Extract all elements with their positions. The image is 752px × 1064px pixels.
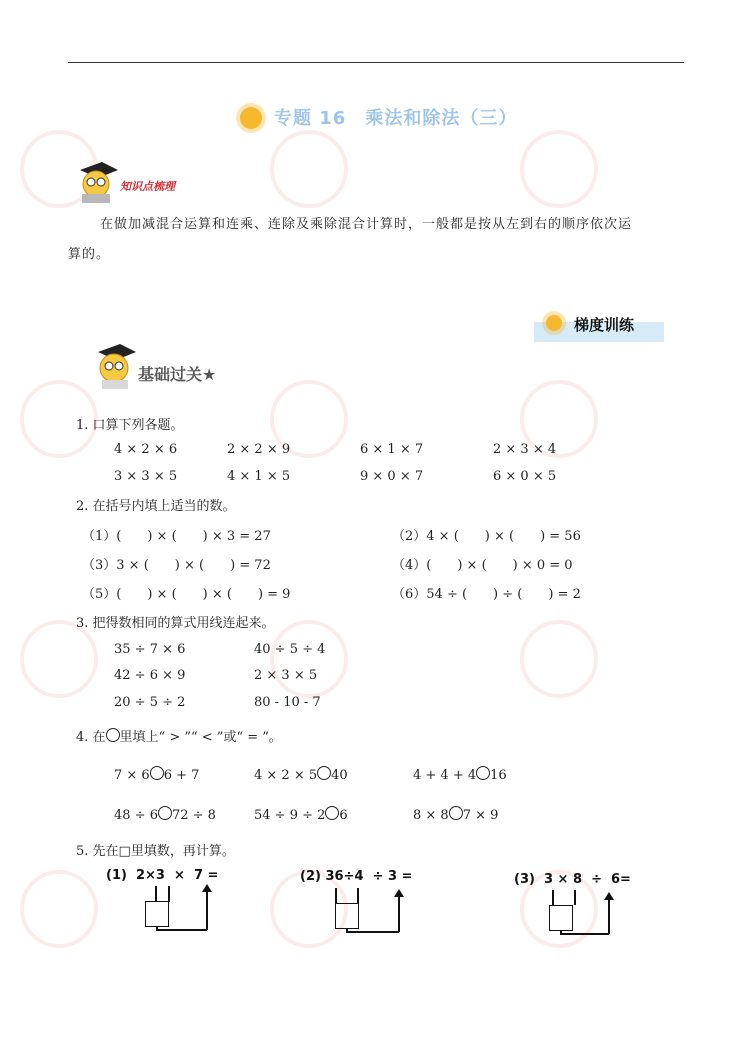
connector-line — [398, 895, 400, 932]
sun-icon — [546, 315, 562, 331]
question-2-title: 2. 在括号内填上适当的数。 — [76, 499, 236, 514]
watermark-logo — [270, 130, 348, 208]
compare-item — [413, 766, 507, 783]
mental-calc-item: 4 × 2 × 6 — [114, 442, 178, 457]
match-left-item: 35 ÷ 7 × 6 — [114, 642, 186, 657]
question-4-title-pre: 4. 在 — [76, 730, 106, 745]
compare-item — [413, 806, 498, 823]
fill-blank-item: （4）( ) × ( ) × 0 = 0 — [392, 558, 573, 573]
bracket-line — [357, 888, 359, 903]
compare-right: 7 × 9 — [462, 808, 499, 823]
match-left-item: 20 ÷ 5 ÷ 2 — [114, 695, 186, 710]
compare-circle[interactable] — [476, 766, 490, 780]
watermark-logo — [20, 870, 98, 948]
compare-circle[interactable] — [449, 806, 463, 820]
compare-circle[interactable] — [150, 766, 164, 780]
bracket-line — [574, 890, 576, 905]
step-calc-expression: (3) 3 × 8 ÷ 6= — [514, 872, 631, 887]
arrow-up-icon — [394, 889, 404, 897]
compare-right: 72 ÷ 8 — [171, 808, 216, 823]
answer-box[interactable] — [335, 903, 359, 929]
compare-right: 6 + 7 — [163, 768, 200, 783]
compare-right: 40 — [331, 768, 348, 783]
mental-calc-item: 2 × 2 × 9 — [227, 442, 291, 457]
basic-level-label: 基础过关★ — [138, 365, 217, 384]
page-title: 专题 16 乘法和除法（三） — [274, 108, 518, 129]
answer-box[interactable] — [549, 905, 573, 931]
connector-line — [608, 898, 610, 934]
step-calc-expression: (1) 2×3 × 7 = — [106, 868, 219, 883]
intro-text-line1: 在做加减混合运算和连乘、连除及乘除混合计算时，一般都是按从左到右的顺序依次运 — [100, 217, 633, 232]
sun-icon — [240, 107, 262, 129]
header-rule — [68, 62, 684, 63]
fill-blank-item: （2）4 × ( ) × ( ) = 56 — [392, 529, 581, 544]
bracket-line — [155, 886, 157, 902]
connector-line — [346, 931, 399, 933]
compare-left: 48 ÷ 6 — [114, 808, 158, 823]
arrow-up-icon — [202, 884, 212, 892]
knowledge-label: 知识点梳理 — [120, 180, 175, 193]
fill-blank-item: （5）( ) × ( ) × ( ) = 9 — [82, 587, 291, 602]
fill-blank-item: （3）3 × ( ) × ( ) = 72 — [82, 558, 271, 573]
question-3-title: 3. 把得数相同的算式用线连起来。 — [76, 616, 275, 631]
connector-line — [156, 929, 207, 931]
intro-text-line2: 算的。 — [68, 247, 111, 262]
compare-circle[interactable] — [158, 806, 172, 820]
compare-item — [114, 766, 199, 783]
mascot-icon — [92, 342, 138, 396]
answer-box[interactable] — [145, 901, 169, 927]
mental-calc-item: 6 × 1 × 7 — [360, 442, 424, 457]
connector-line — [206, 890, 208, 930]
mental-calc-item: 3 × 3 × 5 — [114, 469, 178, 484]
match-right-item: 40 ÷ 5 ÷ 4 — [254, 642, 326, 657]
mental-calc-item: 4 × 1 × 5 — [227, 469, 291, 484]
step-calc-expression: (2) 36÷4 ÷ 3 = — [300, 869, 413, 884]
watermark-logo — [520, 130, 598, 208]
compare-circle[interactable] — [317, 766, 331, 780]
compare-left: 7 × 6 — [114, 768, 150, 783]
match-right-item: 2 × 3 × 5 — [254, 668, 318, 683]
question-1-title: 1. 口算下列各题。 — [76, 418, 184, 433]
watermark-logo — [520, 620, 598, 698]
arrow-up-icon — [604, 892, 614, 900]
bracket-line — [552, 890, 554, 905]
compare-left: 54 ÷ 9 ÷ 2 — [254, 808, 326, 823]
circle-icon — [106, 728, 120, 742]
compare-left: 4 × 2 × 5 — [254, 768, 318, 783]
fill-blank-item: （6）54 ÷ ( ) ÷ ( ) = 2 — [392, 587, 581, 602]
connector-line — [560, 933, 609, 935]
match-right-item: 80 - 10 - 7 — [254, 695, 321, 710]
watermark-logo — [20, 620, 98, 698]
compare-right: 6 — [339, 808, 348, 823]
question-4-title — [76, 726, 282, 745]
mascot-icon — [74, 160, 120, 210]
mental-calc-item: 9 × 0 × 7 — [360, 469, 424, 484]
fill-blank-item: （1）( ) × ( ) × 3 = 27 — [82, 529, 271, 544]
compare-left: 8 × 8 — [413, 808, 449, 823]
question-4-title-post: 里填上“ > ”“ < ”或“ = ”。 — [119, 730, 282, 745]
watermark-logo — [270, 620, 348, 698]
mental-calc-item: 6 × 0 × 5 — [493, 469, 557, 484]
training-label: 梯度训练 — [574, 316, 635, 334]
compare-item — [254, 766, 348, 783]
bracket-line — [168, 886, 170, 902]
bracket-line — [335, 888, 337, 903]
compare-circle[interactable] — [325, 806, 339, 820]
compare-item — [254, 806, 348, 823]
match-left-item: 42 ÷ 6 × 9 — [114, 668, 186, 683]
compare-item — [114, 806, 216, 823]
compare-right: 16 — [490, 768, 507, 783]
question-5-title: 5. 先在□里填数，再计算。 — [76, 844, 235, 859]
compare-left: 4 + 4 + 4 — [413, 768, 477, 783]
mental-calc-item: 2 × 3 × 4 — [493, 442, 557, 457]
